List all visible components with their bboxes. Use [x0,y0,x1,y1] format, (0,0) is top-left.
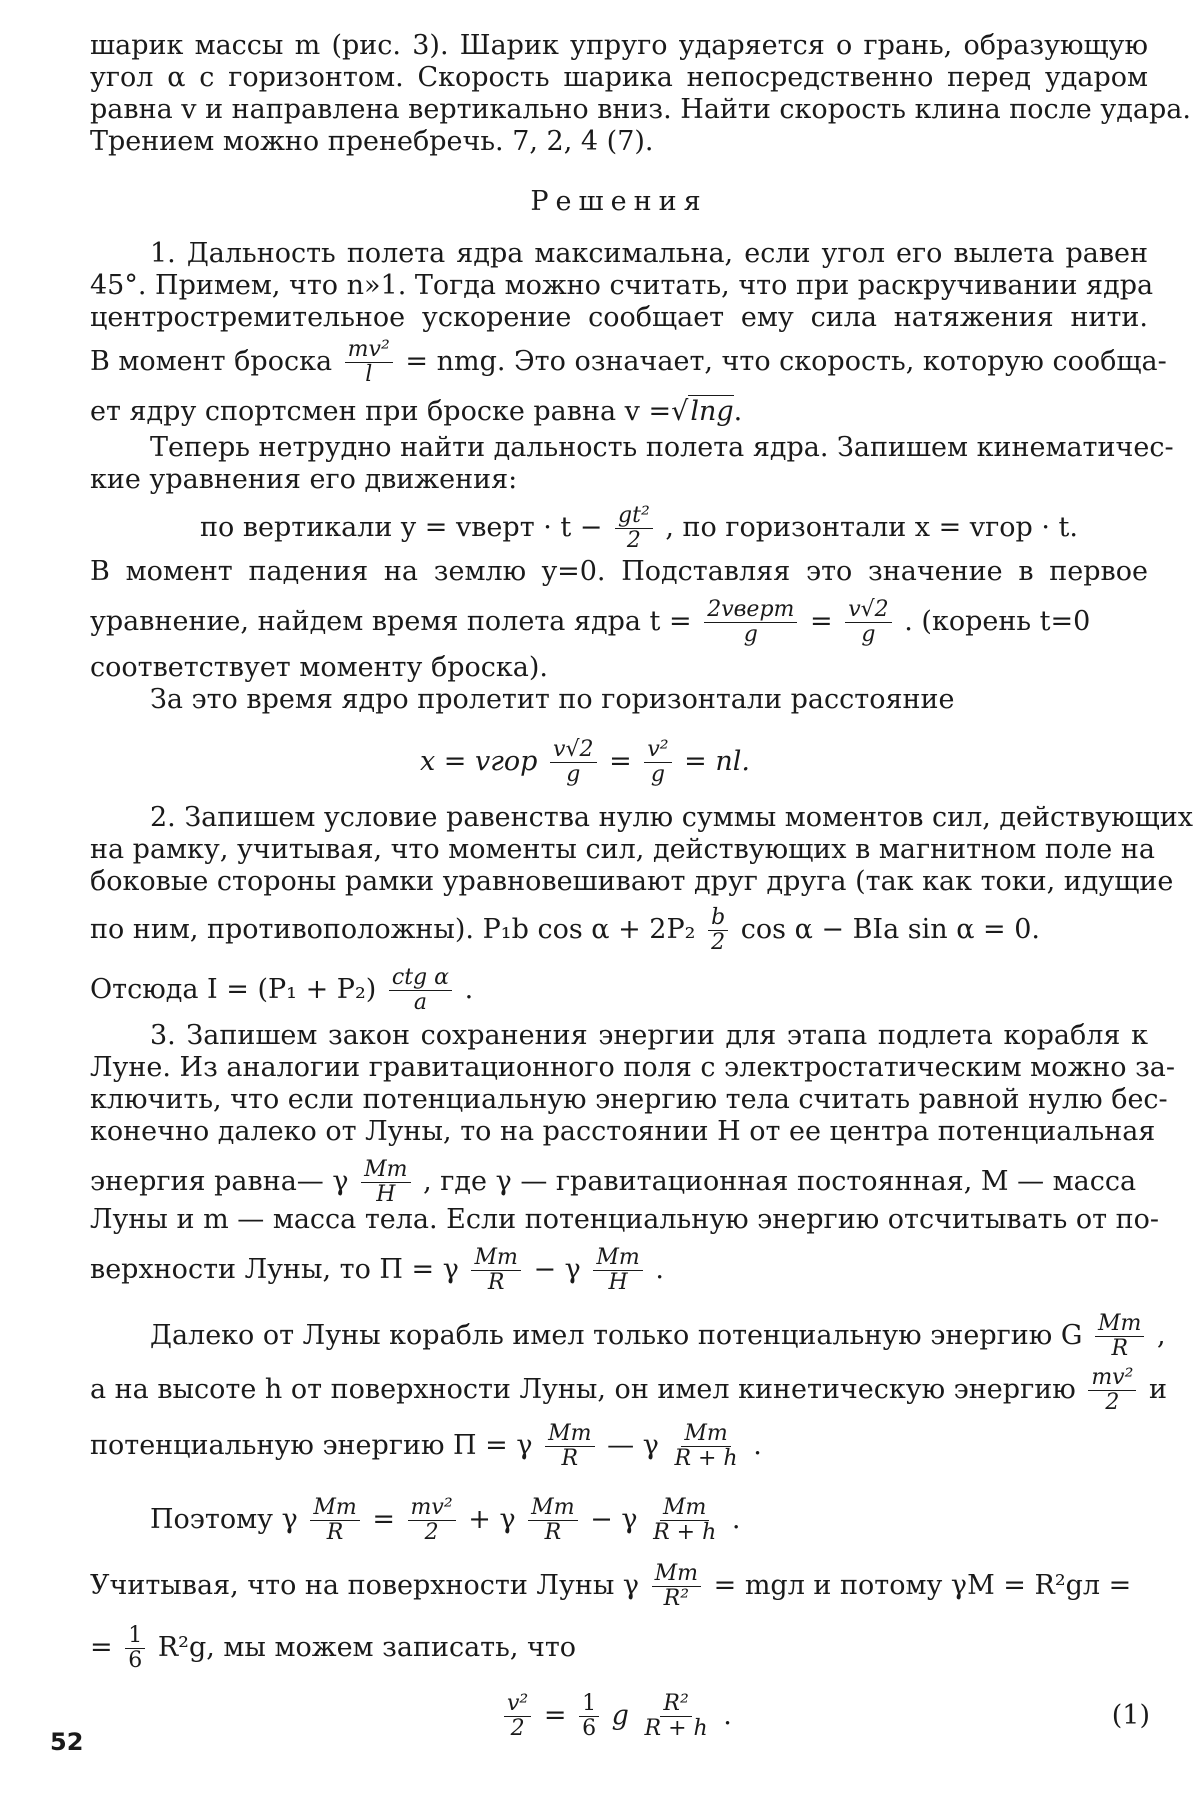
solution-2-line: боковые стороны рамки уравновешивают друг друга (так как токи, идущие [90,866,1174,897]
fraction: $\frac{Mm}{R + h}$ [653,1495,717,1545]
fraction: $\frac{b}{2}$ [708,906,728,955]
solution-3-formula-line: энергия равна— γ $\frac{Mm}{H}$ , где γ — гравитационная постоянная, M — масса [90,1157,1137,1207]
solution-2-line: 2. Запишем условие равенства нулю суммы моментов сил, действующих [150,802,1194,833]
solution-3-line: Луны и m — масса тела. Если потенциальную энергию отсчитывать от по- [90,1204,1160,1235]
solution-2-formula-line: Отсюда I = (P₁ + P₂) $\frac{\text{ctg α}}{a}$ . [90,965,474,1015]
solution-3-formula-line: = $\frac{1}{6}$ R²g, мы можем записать, что [90,1623,577,1673]
fraction: $\frac{Mm}{R}$ [1095,1312,1144,1361]
fraction: $\frac{\text{mv²}}{2}$ [408,1496,456,1545]
solution-3-line: ключить, что если потенциальную энергию тела считать равной нулю бес- [90,1084,1168,1115]
fraction: $\frac{Mm}{R}$ [545,1422,594,1471]
fraction: $\frac{\text{v²}}{2}$ [504,1692,531,1741]
solution-1-line: 1. Дальность полета ядра максимальна, если угол его вылета равен [150,238,1148,269]
fraction: $\frac{Mm}{H}$ [361,1158,410,1207]
equation-number: (1) [1111,1700,1150,1731]
fraction: $\frac{1}{6}$ [579,1692,599,1741]
solution-3-line: конечно далеко от Луны, то на расстоянии H от ее центра потенциальная [90,1116,1156,1147]
problem-line: шарик массы m (рис. 3). Шарик упруго ударяется о грань, образующую [90,30,1148,61]
solution-3-formula-line: Учитывая, что на поверхности Луны γ $\frac{Mm}{\text{R²}}$ = mgл и потому γM = R²gл = [90,1561,1132,1611]
solution-1-line: В момент падения на землю y=0. Подставляя это значение в первое [90,556,1148,587]
fraction: $\frac{\text{mv²}}{l}$ [345,338,393,387]
solution-3-line: Луне. Из аналогии гравитационного поля с электростатическим можно за- [90,1052,1176,1083]
solution-1-line: центростремительное ускорение сообщает ему сила натяжения нити. [90,302,1148,333]
solution-2-line: на рамку, учитывая, что моменты сил, действующих в магнитном поле на [90,834,1155,865]
square-root: lng [690,396,734,427]
solution-1-line: Теперь нетрудно найти дальность полета ядра. Запишем кинематичес- [150,432,1174,463]
solution-1-line: 45°. Примем, что n»1. Тогда можно считать, что при раскручивании ядра [90,270,1154,301]
solution-3-formula-line: Далеко от Луны корабль имел только потенциальную энергию G $\frac{Mm}{R}$ , [150,1311,1166,1361]
fraction: $\frac{\text{mv²}}{2}$ [1088,1366,1136,1415]
fraction: $\frac{\text{gt²}}{2}$ [615,504,653,553]
solution-1-line: кие уравнения его движения: [90,464,518,495]
fraction: $\frac{Mm}{R}$ [310,1496,359,1545]
solution-1-line: соответствует моменту броска). [90,652,548,683]
page-number: 52 [50,1728,84,1756]
fraction: $\frac{\text{ctg α}}{a}$ [389,966,452,1015]
fraction: $\frac{1}{6}$ [125,1624,145,1673]
fraction: $\frac{\text{v²}}{g}$ [644,738,671,787]
solution-3-formula-line: а на высоте h от поверхности Луны, он имел кинетическую энергию $\frac{\text{mv²}}{2}$ и [90,1365,1168,1415]
equation-1: $\frac{\text{v²}}{2}$ = $\frac{1}{6}$ g $\frac{\text{R²}}{R + h}$ . [500,1692,900,1741]
fraction: $\frac{Mm}{R + h}$ [674,1421,738,1471]
fraction: $\frac{Mm}{R}$ [528,1496,577,1545]
problem-line: угол α с горизонтом. Скорость шарика непосредственно перед ударом [90,62,1148,93]
fraction: $\frac{Mm}{H}$ [593,1246,642,1295]
solution-1-formula-line: В момент броска $\frac{\text{mv²}}{l}$ = nmg. Это означает, что скорость, которую сообща- [90,337,1167,387]
solution-1-equation: по вертикали y = vверт · t − $\frac{\text{gt²}}{2}$ , по горизонтали x = vгор · t. [200,503,1078,553]
fraction: $\frac{v√2}{g}$ [845,598,891,647]
solution-3-formula-line: потенциальную энергию П = γ $\frac{Mm}{R}$ — γ $\frac{Mm}{R + h}$ . [90,1421,762,1471]
section-heading: Решения [530,186,708,217]
solution-1-line: За это время ядро пролетит по горизонтали расстояние [150,684,955,715]
fraction: $\frac{v√2}{g}$ [550,738,596,787]
solution-1-formula-line: уравнение, найдем время полета ядра t = $\frac{\text{2vверт}}{g}$ = $\frac{v√2}{g}$ . (корень t=0 [90,597,1091,647]
fraction: $\frac{\text{R²}}{R + h}$ [644,1691,708,1741]
problem-line: равна v и направлена вертикально вниз. Найти скорость клина после удара. [90,94,1191,125]
problem-line: Трением можно пренебречь. 7, 2, 4 (7). [90,126,654,157]
fraction: $\frac{Mm}{\text{R²}}$ [652,1562,701,1611]
fraction: $\frac{Mm}{R}$ [471,1246,520,1295]
solution-3-line: 3. Запишем закон сохранения энергии для этапа подлета корабля к [150,1020,1148,1051]
solution-1-formula-line: ет ядру спортсмен при броске равна v =√lng. [90,396,743,427]
solution-3-formula-line: Поэтому γ $\frac{Mm}{R}$ = $\frac{\text{mv²}}{2}$ + γ $\frac{Mm}{R}$ − γ $\frac{Mm}{R + h}$ . [150,1495,741,1545]
solution-3-formula-line: верхности Луны, то П = γ $\frac{Mm}{R}$ − γ $\frac{Mm}{H}$ . [90,1245,664,1295]
solution-2-formula-line: по ним, противоположны). P₁b cos α + 2P₂ $\frac{b}{2}$ cos α − BIa sin α = 0. [90,905,1041,955]
fraction: $\frac{\text{2vверт}}{g}$ [704,598,797,647]
solution-1-result: x = vгор $\frac{v√2}{g}$ = $\frac{\text{v²}}{g}$ = nl. [420,737,750,787]
